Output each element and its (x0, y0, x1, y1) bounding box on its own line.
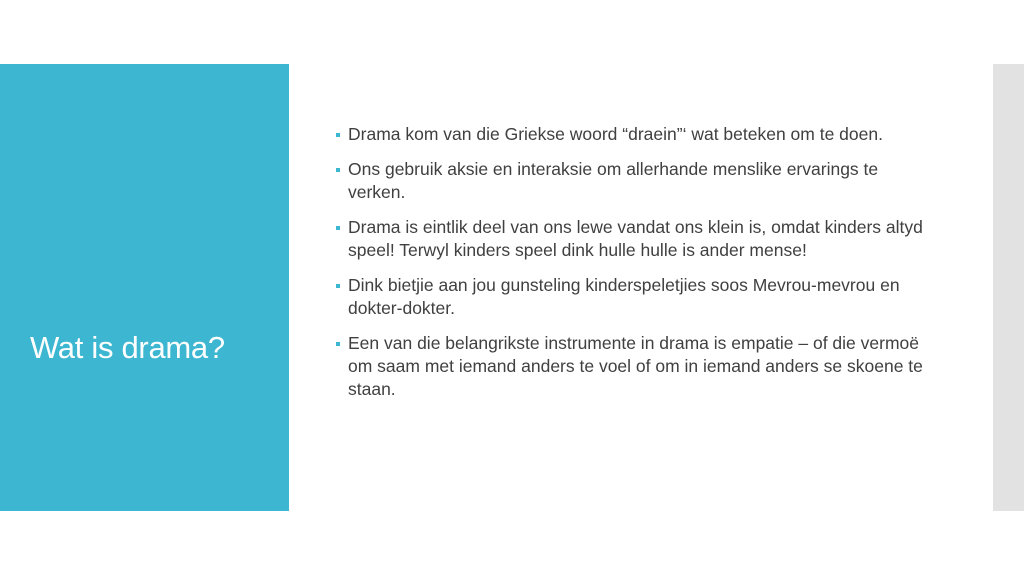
bullet-text: Ons gebruik aksie en interaksie om allerhande menslike ervarings te verken. (348, 159, 879, 202)
side-strip (993, 64, 1024, 511)
bullet-square-icon (336, 226, 340, 230)
bullet-square-icon (336, 133, 340, 137)
slide-title: Wat is drama? (30, 330, 225, 365)
title-panel (0, 64, 289, 511)
bullet-item (336, 158, 936, 204)
bullet-item (336, 332, 936, 401)
bullet-item (336, 274, 936, 320)
bullet-square-icon (336, 168, 340, 172)
bullet-item (336, 216, 936, 262)
bullet-text: Drama kom van die Griekse woord “draein”‘ wat beteken om te doen. (348, 124, 883, 144)
bullet-text: Drama is eintlik deel van ons lewe vandat ons klein is, omdat kinders altyd speel! Terwyl kinders speel dink hulle hulle is ander mense! (348, 217, 923, 260)
bullet-text: Dink bietjie aan jou gunsteling kinderspeletjies soos Mevrou-mevrou en dokter-dokter. (348, 275, 900, 318)
bullet-text: Een van die belangrikste instrumente in drama is empatie – of die vermoë om saam met iemand anders te voel of om in iemand anders se skoene te staan. (348, 333, 923, 399)
bullet-square-icon (336, 342, 340, 346)
bullet-square-icon (336, 284, 340, 288)
bullet-item (336, 123, 936, 146)
bullet-list (336, 123, 936, 413)
